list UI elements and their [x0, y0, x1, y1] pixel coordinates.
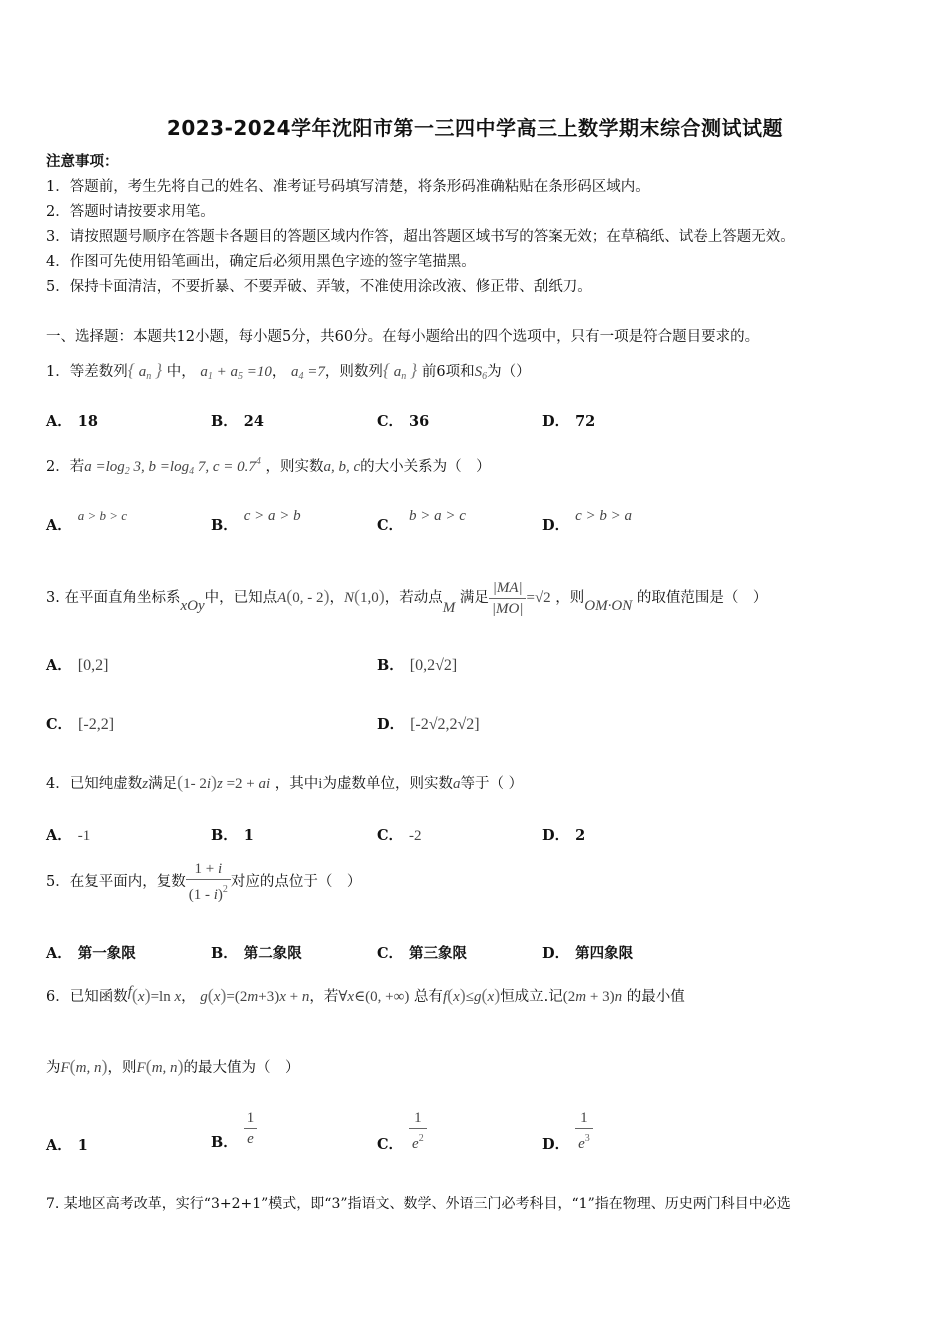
q2-option-c: C．b > a > c [377, 508, 466, 534]
q3-option-a: A． [0,2] [46, 657, 109, 674]
q5-option-d: D． 第四象限 [542, 945, 634, 962]
q6-option-d: D． $\frac{1}{e^3}$ [542, 1108, 593, 1154]
question-2: 2．若$a =\log_2$ 3, $b =\log_4$ 7, $c = 0.7^4$ ，则实数a, b, c的大小关系为（ ） [46, 456, 491, 477]
note-item-3: 3．请按照题号顺序在答题卡各题目的答题区域内作答，超出答题区域书写的答案无效；在草稿纸、试卷上答题无效。 [46, 229, 795, 245]
q5-option-c: C． 第三象限 [377, 945, 468, 962]
q3-option-c: C． [-2,2] [46, 716, 115, 733]
question-6-line-2: 为F(m, n)，则F(m, n)的最大值为（ ） [46, 1056, 300, 1076]
note-item-5: 5．保持卡面清洁，不要折暴、不要弄破、弄皱，不准使用涂改液、修正带、刮纸刀。 [46, 279, 592, 295]
q6-option-c: C． $\frac{1}{e^2}$ [377, 1108, 427, 1154]
section-heading: 一、选择题：本题共12小题，每小题5分，共60分。在每小题给出的四个选项中，只有一项是符合题目要求的。 [46, 329, 760, 345]
note-item-4: 4．作图可先使用铅笔画出，确定后必须用黑色字迹的签字笔描黑。 [46, 254, 476, 270]
q6-option-a: A． 1 [46, 1137, 88, 1154]
q2-option-b: B．c > a > b [211, 508, 301, 534]
q4-option-c: C． -2 [377, 827, 422, 844]
q6-option-b: B． $\frac{1}{e}$ [211, 1108, 257, 1152]
q3-option-d: D． [-2√2,2√2] [377, 716, 480, 733]
q1-option-a: A． 18 [46, 413, 98, 430]
q4-option-d: D． 2 [542, 827, 586, 844]
q2-option-d: D．c > b > a [542, 508, 632, 534]
question-3: 3. 在平面直角坐标系xOy中，已知点A(0, - 2)，N(1,0)，若动点M 满足 $\frac{|MA|}{|MO|}$ =√2 ，则OM·ON 的取值范围是（ ） [46, 579, 768, 617]
note-item-2: 2．答题时请按要求用笔。 [46, 204, 215, 220]
question-6-line-1: 6．已知函数f(x)=ln x， g(x)=(2m+3)x + n，若∀x∈(0, +∞) 总有f(x)≤g(x)恒成立.记(2m + 3)n 的最小值 [46, 984, 685, 1005]
q2-option-a: A．a > b > c [46, 508, 128, 534]
q5-option-a: A． 第一象限 [46, 945, 136, 962]
question-1: 1．等差数列{ $a_n$ } 中， $a_1 + a_5 =10$， $a_4 =7$，则数列{ $a_n$ } 前6项和$S_6$为（） [46, 360, 531, 382]
q1-option-b: B． 24 [211, 413, 264, 430]
q1-option-c: C． 36 [377, 413, 430, 430]
q3-option-b: B． [0,2√2] [377, 657, 458, 674]
q4-option-b: B． 1 [211, 827, 254, 844]
page-title: 2023-2024学年沈阳市第一三四中学高三上数学期末综合测试试题 [166, 116, 784, 140]
q1-option-d: D． 72 [542, 413, 596, 430]
question-5: 5．在复平面内，复数 $\frac{1 + i}{(1 - i)^2}$ 对应的点位于（ ） [46, 861, 362, 903]
q4-option-a: A． -1 [46, 827, 91, 844]
question-4: 4．已知纯虚数z满足(1- 2i)z =2 + ai ，其中i为虚数单位，则实数a等于（ ） [46, 772, 524, 792]
q5-option-b: B． 第二象限 [211, 945, 302, 962]
notes-heading: 注意事项： [46, 153, 119, 170]
question-7: 7. 某地区高考改革，实行“3+2+1”模式，即“3”指语文、数学、外语三门必考科目，“1”指在物理、历史两门科目中必选 [46, 1196, 791, 1212]
note-item-1: 1．答题前，考生先将自己的姓名、准考证号码填写清楚，将条形码准确粘贴在条形码区域内。 [46, 179, 650, 195]
